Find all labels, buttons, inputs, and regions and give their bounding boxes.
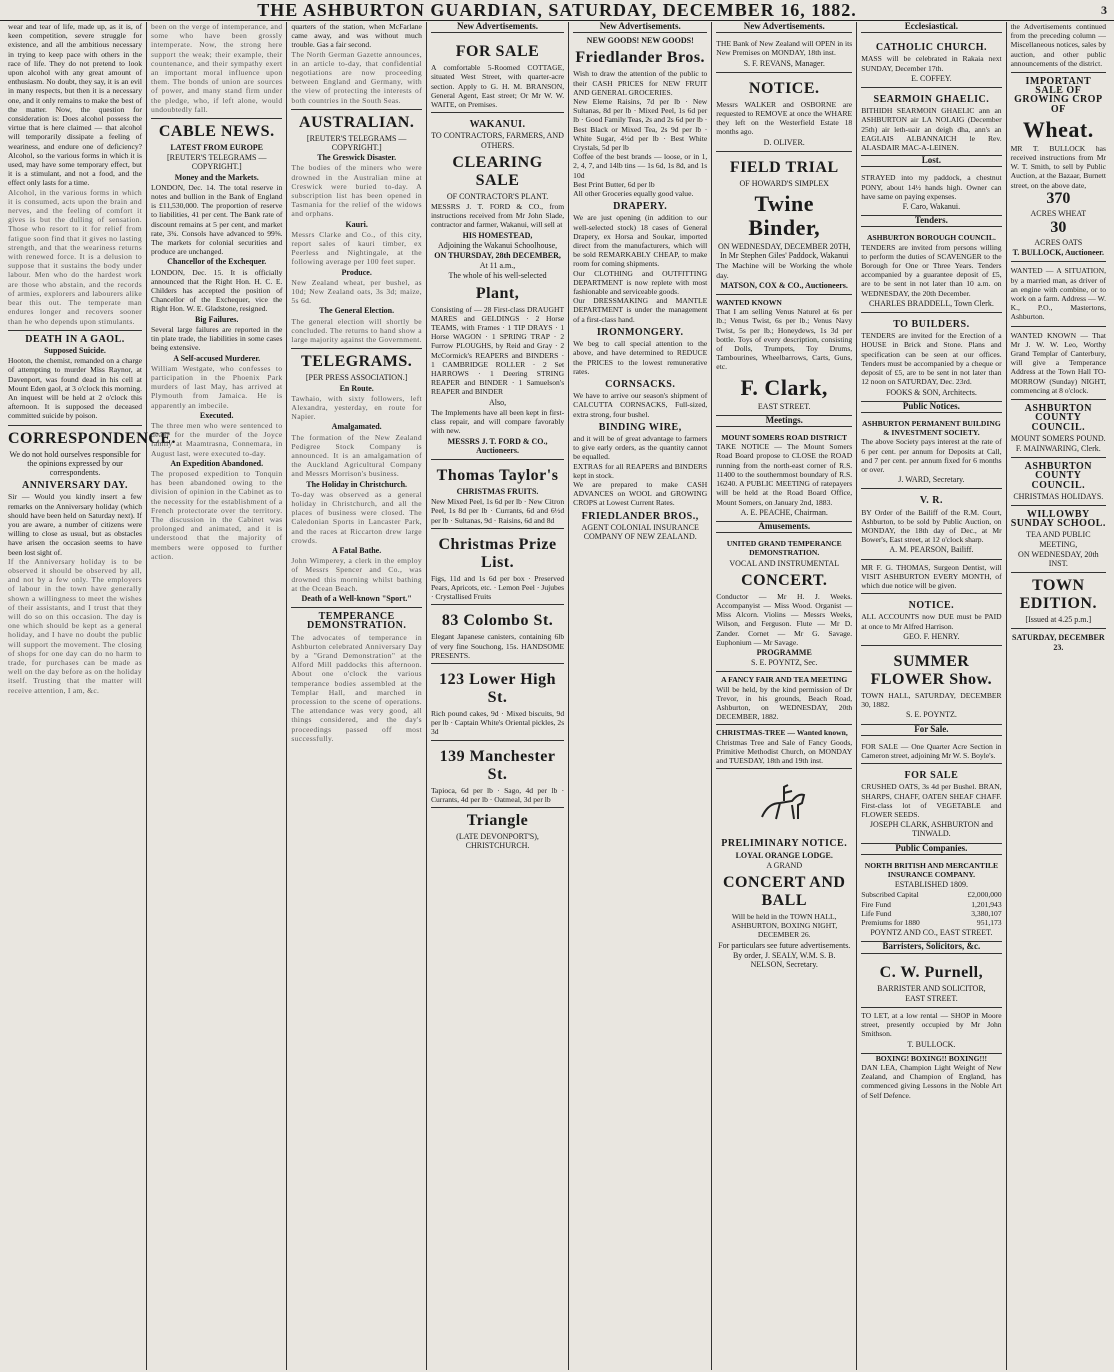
- subheading-holiday: The Holiday in Christchurch.: [306, 479, 408, 489]
- ad-name: CONCERT AND BALL: [723, 873, 846, 909]
- ad-signature: CHARLES BRADDELL, Town Clerk.: [868, 298, 994, 308]
- ad-body: TENDERS are invited for the Erection of a HOUSE in Brick and Stone. Plans and specification can be seen at our offices. Tenders must be accompanied by a cheque or deposit of £5, are to be sent in not later than 12 noon on SATURDAY, Dec. 23rd.: [861, 331, 1002, 387]
- ad-title: Christmas Prize List.: [438, 535, 557, 571]
- ad-place: EAST STREET.: [757, 401, 811, 411]
- willowby-title: WILLOWBY SUNDAY SCHOOL.: [1010, 508, 1106, 530]
- ad-flower-show: [861, 646, 1001, 725]
- capital-value: 951,173: [976, 918, 1002, 928]
- ad-title: MOUNT SOMERS ROAD DISTRICT: [721, 433, 848, 443]
- ad-body: Messrs WALKER and OSBORNE are requested to REMOVE at once the WHARE they left on the Westerfield Estate 18 months ago.: [716, 99, 853, 137]
- auction-body: MR T. BULLOCK has received instructions from Mr W. T. Smith, to sell by Public Auction, at the Bazaar, Burnett street, on the above date,: [1010, 143, 1107, 190]
- ad-body: MESSRS J. T. FORD & CO., from instructions received from Mr John Slade, contractor and farmer, Wakanui, will sell at: [430, 202, 565, 230]
- ad-body: THE Bank of New Zealand will OPEN in its New Premises on MONDAY, 18th inst.: [716, 39, 853, 58]
- ad-agent: AGENT COLONIAL INSURANCE COMPANY OF NEW ZEALAND.: [581, 522, 699, 541]
- council2-title: ASHBURTON COUNTY COUNCIL.: [1024, 461, 1092, 491]
- ad-accounts-notice: [861, 594, 1001, 646]
- ad-title: CLEARING SALE: [452, 153, 543, 189]
- ad-body: TAKE NOTICE — The Mount Somers Road Board propose to CLOSE the ROAD running from the north-east corner of R.S. 11400 to the southernmost boundary of R.S. 16240. A PUBLIC MEETING of ratepayers will be held at the Road Board Office, Mount Somers, on January 2nd, 1883.: [716, 442, 853, 507]
- ad-body: New Mixed Peel, 1s 6d per lb · New Citron Peel, 1s 8d per lb · Currants, 6d and 6½d per lb · Sultanas, 9d · Raisins, 6d and 8d: [430, 497, 565, 525]
- ad-to-let: [861, 1008, 1001, 1054]
- ad-title: FIELD TRIAL: [729, 158, 839, 176]
- ad-body: Christmas Tree and Sale of Fancy Goods, Primitive Methodist Church, on MONDAY and TUESDAY, 18th and 19th inst.: [716, 737, 853, 765]
- council2-subtitle: CHRISTMAS HOLIDAYS.: [1013, 491, 1104, 501]
- press-association-note: [PER PRESS ASSOCIATION.]: [305, 373, 408, 383]
- council-subtitle: MOUNT SOMERS POUND.: [1010, 433, 1106, 443]
- column-1: [4, 22, 176, 1370]
- ad-body: TOWN HALL, SATURDAY, DECEMBER 30, 1882.: [861, 690, 1002, 710]
- section-header-barristers: Barristers, Solicitors, &c.: [861, 942, 1001, 953]
- ad-signature: GEO. F. HENRY.: [903, 631, 960, 641]
- section-header-notices: Public Notices.: [861, 402, 1001, 413]
- council-title: ASHBURTON COUNTY COUNCIL.: [1024, 403, 1092, 433]
- ad-footer: For particulars see future advertisements.: [718, 940, 851, 950]
- subheading-money: Money and the Markets.: [174, 172, 259, 182]
- ad-body: STRAYED into my paddock, a chestnut PONY, about 14½ hands high. Owner can have same on paying expenses.: [861, 173, 1002, 201]
- ad-body: A comfortable 5-Roomed COTTAGE, situated West Street, with quarter-acre section. Apply to G. H. M. BRANSON, General Agent, East street; Or Mr W. W. WAITE, on Premises.: [430, 63, 565, 110]
- ad-gaelic-sermon: [861, 88, 1001, 156]
- ad-body: CRUSHED OATS, 3s 4d per Bushel. BRAN, SHARPS, CHAFF, OATEN SHEAF CHAFF. First-class lot of VEGETABLE and FLOWER SEEDS.: [861, 782, 1002, 819]
- ad-boxing: [861, 1054, 1001, 1100]
- ad-catholic-church: [861, 36, 1001, 88]
- ad-title: SUMMER FLOWER Show.: [870, 652, 993, 688]
- ad-body: BY Order of the Bailiff of the R.M. Court, Ashburton, to be sold by Public Auction, on MONDAY, the 18th day of Dec., at Mr Bower's, East street, at 12 o'clock sharp.: [861, 507, 1002, 545]
- holiday-article: To-day was observed as a general holiday in Christchurch, and all the places of business were closed. The Caledonian Sports in Lancaster Park, and the races at Riccarton drew large crowds.: [291, 489, 422, 545]
- subheading-europe: LATEST FROM EUROPE: [170, 143, 264, 153]
- ad-bailiff-sale: [861, 489, 1001, 559]
- ad-title: A FANCY FAIR AND TEA MEETING: [721, 675, 848, 685]
- heading-temperance: TEMPERANCE DEMONSTRATION.: [307, 611, 407, 632]
- masthead: [0, 0, 1114, 21]
- heading-anniversary: ANNIVERSARY DAY.: [21, 480, 128, 492]
- creswick-article: The bodies of the miners who were drowned in the Australian mine at Creswick were buried to-day. A subscription list has been opened in Tasmania for the relief of the widows and orphans.: [291, 163, 422, 219]
- ad-title: Thomas Taylor's: [436, 466, 559, 484]
- murderer-article: William Westgate, who confesses to participation in the Phoenix Park murders of last May, has arrived at Plymouth from Jamaica. He is apparently an imbecile.: [151, 363, 283, 410]
- ad-programme: PROGRAMME: [756, 647, 812, 657]
- horse-icon: [754, 773, 814, 833]
- extras-body: EXTRAS for all REAPERS and BINDERS kept in stock.: [573, 461, 708, 480]
- ironmongery-body: We beg to call special attention to the above, and have determined to REDUCE the PRICES to the lowest remunerative rates.: [573, 339, 708, 376]
- ad-title: TO BUILDERS.: [893, 319, 970, 331]
- bathe-article: John Wimperey, a clerk in the employ of Messrs Spencer and Co., was drowned this morning whilst bathing at the Ocean Beach.: [291, 556, 422, 593]
- ad-title: CATHOLIC CHURCH.: [875, 42, 987, 54]
- ad-title: ASHBURTON PERMANENT BUILDING & INVESTMENT SOCIETY.: [862, 418, 1001, 438]
- ad-body: Conductor — Mr H. J. Weeks. Accompanyist — Miss Wood. Organist — Miss Alcorn. Violins — Messrs Weeks, Wilson, and Ferguson. Flute — Mr D. Zander. Cornet — Mr G. Savage. Euphonium — Mr Savage.: [716, 591, 853, 647]
- horse-rider-illustration: [716, 773, 852, 835]
- auction-crop: Wheat.: [1022, 116, 1094, 142]
- ad-name: C. W. Purnell,: [879, 963, 984, 981]
- ad-date: ON WEDNESDAY, DECEMBER 20TH, In Mr Stephen Giles' Paddock, Wakanui: [717, 242, 851, 261]
- ad-manchester-st: [431, 741, 564, 808]
- ad-crushed-oats: [861, 764, 1001, 843]
- auction-signature: T. BULLOCK, Auctioneer.: [1012, 248, 1104, 258]
- ad-christmas-tree: [716, 725, 852, 769]
- willowby-subtitle: TEA AND PUBLIC MEETING,: [1026, 530, 1091, 549]
- subheading-amalgamated: Amalgamated.: [331, 422, 382, 432]
- ad-footer: The Implements have all been kept in first-class repair, and will compare favorably with new.: [430, 407, 565, 436]
- subheading-creswick: The Greswick Disaster.: [317, 153, 397, 163]
- ad-fancy-fair: [716, 672, 852, 725]
- ad-place: WAKANUI.: [469, 119, 526, 131]
- capital-table: [861, 890, 1001, 927]
- correspondence-note: We do not hold ourselves responsible for the opinions expressed by our correspondents.: [9, 449, 141, 477]
- ad-body: MASS will be celebrated in Rakaia next SUNDAY, December 17th.: [861, 54, 1002, 73]
- section-header-meetings: Meetings.: [716, 416, 852, 427]
- ad-subtitle: OF CONTRACTOR'S PLANT.: [446, 191, 549, 201]
- ad-body: Wish to draw the attention of the public to their CASH PRICES for NEW FRUIT AND GENERAL GROCERIES.: [573, 69, 708, 97]
- column-8: [1007, 22, 1110, 1370]
- ad-body: BITHIDH SEARMOIN GHAELIC ann an ASHBURTON air LA NOLAIG (December 25th) air leth-uair an deigh dha, ann's an EAGLAIS ALBANNAICH le Rev. ALASDAIR MAC-A-LEINEN.: [861, 106, 1002, 153]
- ad-signature: FRIEDLANDER BROS.,: [581, 510, 699, 522]
- heading-death-in-gaol: DEATH IN A GAOL.: [25, 333, 125, 345]
- ad-signature: D. OLIVER.: [763, 137, 805, 147]
- ad-triangle: [431, 812, 564, 850]
- produce-article: New Zealand wheat, per bushel, as 10d; New Zealand oats, 3s 3d; maize, 5s 6d.: [291, 277, 422, 306]
- ad-signature: A. M. PEARSON, Bailiff.: [889, 545, 974, 555]
- ad-signature: A. E. PEACHE, Chairman.: [740, 507, 828, 517]
- clothing-body: Our CLOTHING and OUTFITTING DEPARTMENT is now replete with most fashionable and serviceable goods.: [573, 268, 708, 297]
- ad-title: 139 Manchester St.: [439, 747, 556, 783]
- ad-butter: Best Print Butter, 6d per lb: [573, 179, 655, 189]
- ad-price-list: New Eleme Raisins, 7d per lb · New Sultanas, 8d per lb · Mixed Peel, 1s 6d per lb · Good Family Teas, 2s and 2s 6d per lb · Best Black or Mixed Tea, 2s 9d per lb · White Sugar, 4½d per lb · Best White Crystals, 5d per lb: [573, 97, 708, 153]
- executed-article: The three men who were sentenced to death for the murder of the Joyce family at Maamtrasna, Connemara, in August last, were executed to-day.: [151, 420, 283, 458]
- ad-signature: FOOKS & SON, Architects.: [885, 387, 977, 397]
- column-2: [147, 22, 287, 1370]
- ad-subtitle: OF HOWARD'S SIMPLEX: [739, 178, 829, 188]
- ad-title: NOTICE.: [908, 600, 955, 612]
- ad-body: BARRISTER AND SOLICITOR,: [877, 983, 986, 993]
- section-header-amusements: Amusements.: [716, 522, 852, 533]
- ad-body: Tapioca, 6d per lb · Sago, 4d per lb · Currants, 4d per lb · Oatmeal, 3d per lb: [430, 785, 565, 804]
- ad-body: ALL ACCOUNTS now DUE must be PAID at once to Mr Alfred Harrison.: [861, 612, 1002, 631]
- ad-clearing-sale: [431, 113, 564, 460]
- subheading-en-route: En Route.: [339, 383, 374, 393]
- town-edition-time: [Issued at 4.25 p.m.]: [1025, 615, 1092, 625]
- column-3: [287, 22, 427, 1370]
- capital-row: [861, 918, 1001, 927]
- ad-body: The above Society pays interest at the rate of 6 per cent. per annum for Deposits at Call, and 7 per cent. per annum fixed for 6 months or over.: [861, 437, 1002, 474]
- capital-value: 1,201,943: [971, 899, 1002, 909]
- ad-place: HIS HOMESTEAD,: [462, 230, 533, 240]
- ad-date: ON THURSDAY, 28th DECEMBER,: [434, 251, 561, 261]
- ad-body: Figs, 11d and 1s 6d per box · Preserved Pears, Apricots, etc. · Lemon Peel · Jujubes · Crystallised Fruits: [430, 573, 565, 602]
- kauri-article: Messrs Clarke and Co., of this city, report sales of kauri timber, ex Peerless and Nightingale, at the following average per 100 feet super.: [291, 229, 422, 267]
- drapery-body: We are just opening (in addition to our well-selected stock) 18 cases of General Drapery, ex Horsa and Soukar, imported direct from the manufacturers, which will be sold REMARKABLY CHEAP, to make room for coming shipments.: [573, 213, 708, 269]
- capital-row: [861, 900, 1001, 909]
- ad-title: BOXING! BOXING!! BOXING!!!: [875, 1053, 988, 1063]
- ad-name: Twine Binder,: [748, 191, 821, 241]
- auction-title: IMPORTANT SALE OF GROWING CROP OF: [1014, 76, 1103, 115]
- capital-row: [861, 909, 1001, 918]
- capital-value: £2,000,000: [967, 890, 1002, 900]
- column-body: the Advertisements continued from the preceding column — Miscellaneous notices, sales by auction, and other public announcements of the district.: [1010, 22, 1107, 68]
- ad-title: NEW GOODS! NEW GOODS!: [586, 36, 694, 46]
- article-top: been on the verge of intemperance, and some who have been grossly intemperate. Now, the strong here support the weak; their example, their countenance, and their sympathy exert an important moral influence upon them. The bonds of union are sources of power, and many stand firm under the pledge, who, if left alone, would undoubtedly fall.: [151, 22, 283, 114]
- ad-prize-list: [431, 529, 564, 606]
- ad-name: CONCERT.: [741, 571, 828, 589]
- ad-orange-lodge: [716, 773, 852, 969]
- ad-name: F. Clark,: [740, 374, 828, 400]
- anniversary-letter: Sir — Would you kindly insert a few remarks on the Anniversary holiday (which should have been held on Saturday next). If you are aware, a number of citizens were willing to close as usual, but as obstacles have arisen the occasion seems to have been lost sight of.: [8, 492, 142, 557]
- ad-title: ASHBURTON BOROUGH COUNCIL.: [866, 233, 996, 243]
- column-5: [569, 22, 712, 1370]
- ad-title: WANTED KNOWN: [716, 298, 782, 308]
- ad-time: At 11 a.m.,: [479, 261, 516, 271]
- subheading-suicide: Supposed Suicide.: [44, 345, 106, 355]
- ad-place-note: Adjoining the Wakanui Schoolhouse,: [437, 240, 558, 250]
- ad-borough-council: [861, 230, 1001, 313]
- failures-article: Several large failures are reported in the tin plate trade, the liabilities in some cases being extensive.: [151, 324, 283, 353]
- section-header-companies: Public Companies.: [861, 844, 1001, 855]
- ad-subtitle: (LATE DEVONPORT'S), CHRISTCHURCH.: [456, 831, 539, 851]
- en-route-article: Tawhaio, with sixty followers, left Alexandra, yesterday, en route for Napier.: [291, 393, 422, 422]
- ad-name: Friedlander Bros.: [575, 49, 706, 67]
- ad-plant: Plant,: [475, 284, 520, 302]
- ad-signature: By order, J. SEALY, W.M. S. B. NELSON, Secretary.: [732, 950, 836, 969]
- ad-audience: TO CONTRACTORS, FARMERS, AND OTHERS.: [431, 131, 564, 150]
- sale-date: SATURDAY, DECEMBER 23.: [1012, 633, 1105, 652]
- subheading-murderer: A Self-accused Murderer.: [173, 353, 261, 363]
- masthead-title: THE ASHBURTON GUARDIAN, SATURDAY, DECEMBER 16, 1882.: [257, 0, 857, 20]
- ad-signature: JOSEPH CLARK, ASHBURTON and TINWALD.: [869, 820, 993, 839]
- willowby-date: ON WEDNESDAY, 20th INST.: [1018, 549, 1099, 568]
- column-7: [857, 22, 1006, 1370]
- capital-label: Fire Fund: [861, 899, 891, 909]
- binding-wire-body: and it will be of great advantage to farmers to give early orders, as the quantity cannot be equalled.: [573, 433, 708, 462]
- ad-bank-nz: [716, 36, 852, 73]
- ad-established: ESTABLISHED 1809.: [894, 880, 968, 890]
- ad-insurance: [861, 858, 1001, 943]
- heading-correspondence: CORRESPONDENCE.: [8, 429, 176, 447]
- columns: [4, 22, 1110, 1370]
- acres-oats-label: ACRES OATS: [1034, 238, 1083, 248]
- ad-body: Elegant Japanese canisters, containing 6lb of very fine Souchong, 15s. HANDSOME PRESENTS.: [430, 632, 565, 660]
- subheading-kauri: Kauri.: [345, 219, 368, 229]
- subheading-death-sport: Death of a Well-known "Sport.": [301, 593, 412, 603]
- copyright-note: [REUTER'S TELEGRAMS — COPYRIGHT.]: [306, 133, 407, 153]
- ironmongery-heading: IRONMONGERY.: [596, 326, 684, 338]
- section-header-lost: Lost.: [861, 156, 1001, 167]
- ad-colombo-st: [431, 605, 564, 664]
- ad-title: FOR SALE: [904, 770, 959, 782]
- ad-body: Will be held, by the kind permission of Dr Trevor, in his grounds, Beach Road, Ashburton, on WEDNESDAY, 20th DECEMBER, 1882.: [716, 684, 853, 722]
- ad-body: Rich pound cakes, 9d · Mixed biscuits, 9d per lb · Captain White's Oriental pickles, 2s 3d: [430, 708, 565, 737]
- capital-value: 3,380,107: [971, 908, 1002, 918]
- section-header: New Advertisements.: [573, 22, 707, 33]
- binding-wire-heading: BINDING WIRE,: [598, 421, 682, 433]
- acres-wheat-label: ACRES WHEAT: [1030, 208, 1087, 218]
- ad-to-builders: [861, 313, 1001, 402]
- temperance-article: The advocates of temperance in Ashburton celebrated Anniversary Day by a "Grand Demonstration" at the Alford Mill paddocks this afternoon. About one o'clock the various temperance bodies assembled at the Templar Hall, and marched in procession to the scene of operations. The attendance was very good, all things considered, and the day's proceedings passed off most successfully.: [291, 632, 422, 743]
- ad-title: CHRISTMAS-TREE — Wanted known,: [716, 728, 848, 738]
- section-header: New Advertisements.: [716, 22, 852, 33]
- capital-label: Life Fund: [861, 908, 892, 918]
- ad-title: NORTH BRITISH AND MERCANTILE INSURANCE COMPANY.: [864, 860, 999, 880]
- article-top: quarters of the station, when McFarlane came away, and was without much trouble. Gas a fair second.: [291, 22, 422, 50]
- wanted-known: WANTED KNOWN — That Mr J. W. W. Leo, Worthy Grand Templar of Canterbury, will give a Temperance Address at the Town Hall TO-MORROW (Sunday) NIGHT, commencing at 8 o'clock.: [1010, 330, 1107, 395]
- sport-article: The North German Gazette announces, in an article to-day, that confidential negotiations are now proceeding between England and Germany, with the view of protecting the interests of both countries in the South Seas.: [291, 49, 422, 105]
- ad-body: The Machine will be Working the whole day.: [716, 261, 853, 280]
- ad-body: TENDERS are invited from persons willing to perform the duties of SCAVENGER to the Borough for One or Three Years. Tenders accompanied by a guarantee deposit of £5, are to be sent in not later than 10 a.m. on WEDNESDAY, the 20th December.: [861, 242, 1002, 298]
- subheading-failures: Big Failures.: [195, 314, 239, 324]
- ad-signature: MESSRS J. T. FORD & CO., Auctioneers.: [447, 436, 548, 455]
- ad-title: Triangle: [466, 811, 529, 829]
- ad-signature: POYNTZ AND CO., EAST STREET.: [870, 928, 993, 938]
- heading-australian: AUSTRALIAN.: [299, 113, 415, 131]
- ad-intro: The whole of his well-selected: [448, 271, 547, 281]
- subheading-election: The General Election.: [319, 306, 395, 316]
- expedition-article: The proposed expedition to Tonquin has been abandoned owing to the division of opinion in the Cabinet as to the necessity for the establishment of a French protectorate over the territory. The discussion in the Cabinet was prolonged and animated, and it is understood that the majority of members were opposed to further action.: [151, 468, 283, 561]
- ad-christmas-fruits: [431, 460, 564, 529]
- capital-row: [861, 890, 1001, 899]
- ad-title: NOTICE.: [748, 79, 820, 97]
- ad-quarter-acre: [861, 739, 1001, 764]
- ad-signature: E. COFFEY.: [911, 73, 952, 83]
- ad-subtitle: CHRISTMAS FRUITS.: [456, 486, 539, 496]
- ad-other: All other Groceries equally good value.: [573, 189, 694, 199]
- ad-signature: MATSON, COX & CO., Auctioneers.: [720, 280, 848, 290]
- section-header-tenders: Tenders.: [861, 216, 1001, 227]
- section-header-sale: For Sale.: [861, 725, 1001, 736]
- death-article: Hooton, the chemist, remanded on a charge of attempting to murder Miss Raynor, at Davenport, was found dead in his cell at Mount Eden gaol, at 3 o'clock this morning. An inquest will be held at 2 o'clock this afternoon. It is supposed the deceased committed suicide by poison.: [8, 356, 142, 421]
- cornsacks-body: We have to arrive our season's shipment of CALCUTTA CORNSACKS, Full-sized, extra strong, four bushel.: [573, 391, 708, 419]
- ad-also: Also,: [488, 397, 507, 407]
- page-number: 3: [1101, 3, 1108, 17]
- copyright-note: [REUTER'S TELEGRAMS — COPYRIGHT.]: [166, 153, 267, 172]
- column-6: [712, 22, 857, 1370]
- ad-title: UNITED GRAND TEMPERANCE DEMONSTRATION.: [726, 539, 842, 558]
- capital-label: Subscribed Capital: [861, 890, 919, 900]
- ad-body: Will be held in the TOWN HALL, ASHBURTON, BOXING NIGHT, DECEMBER 26.: [731, 911, 838, 940]
- ad-strayed-pony: [861, 170, 1001, 216]
- town-edition-title: TOWN EDITION.: [1019, 577, 1097, 613]
- capital-label: Premiums for 1880: [861, 918, 920, 928]
- advances-body: We are prepared to make CASH ADVANCES on WOOL and GROWING CROPS at Lowest Current Rates.: [573, 479, 708, 508]
- ad-title: SEARMOIN GHAELIC.: [873, 94, 990, 106]
- ad-title: V. R.: [919, 495, 943, 507]
- ad-title: PRELIMINARY NOTICE.: [721, 838, 848, 850]
- ad-purnell: [861, 957, 1001, 1008]
- ad-road-district: [716, 430, 852, 522]
- ad-signature: S. E. POYNTZ, Sec.: [751, 658, 818, 668]
- ad-grand: A GRAND: [766, 860, 803, 870]
- ad-cottage-for-sale: [431, 36, 564, 113]
- chancellor-article: LONDON, Dec. 15. It is officially announced that the Right Hon. H. C. E. Childers has accepted the position of Chancellor of the Exchequer, vice the Right Hon. W. E. Gladstone, resigned.: [151, 267, 283, 314]
- article-continuation: Alcohol, in the various forms in which it is consumed, acts upon the brain and nerves, and the feeling of comfort it gives is but the dulling of sensation. Those who resort to it for relief from fatigue soon find that it gives no lasting strength, and that the weariness returns with renewed force. It is a delusion to suppose that it sustains the body under labour. Men who do the hardest work are those who abstain, and the records of armies, explorers and labourers alike bear this out. The temperate man endures longer and recovers sooner than he who depends upon stimulants.: [8, 187, 142, 326]
- council-signature: F. MAINWARING, Clerk.: [1015, 443, 1101, 453]
- ad-place: EAST STREET.: [905, 993, 958, 1003]
- letter-continuation: If the Anniversary holiday is to be observed it should be observed by all, and not by a few only. The employers of labour in the town have generally shown a willingness to meet the wishes of their assistants, and I trust that they will do so on this occasion. The day is one which should be kept as a general holiday, and I have no doubt the public will support the movement. The closing of shops for one day can do no harm to trade, for purchases can be made as well on the day before as on the holiday itself. Trusting that the matter will receive attention, I am, &c.: [8, 556, 142, 695]
- ad-dentist: [861, 560, 1001, 595]
- ad-title: 83 Colombo St.: [441, 612, 554, 630]
- ad-lower-high-st: [431, 664, 564, 741]
- ad-subtitle: VOCAL AND INSTRUMENTAL: [729, 558, 840, 568]
- ad-title: FOR SALE: [455, 43, 540, 61]
- ad-coffee: Coffee of the best brands — loose, or in 1, 2, 4, 7, and 14lb tins — 1s 6d, 1s 8d, and 1s 10d: [573, 152, 708, 180]
- wanted-situation: WANTED — A SITUATION, by a married man, as driver of an engine with combine, or to work on a farm. Address — W. K., P.O., Mastertons, Ashburton.: [1010, 266, 1107, 322]
- acres-oats-count: 30: [1050, 219, 1067, 237]
- ad-body: MR F. G. THOMAS, Surgeon Dentist, will VISIT ASHBURTON EVERY MONTH, of which due notice will be given.: [861, 562, 1002, 590]
- heading-telegrams: TELEGRAMS.: [301, 353, 413, 371]
- money-article: LONDON, Dec. 14. The total reserve in notes and bullion in the Bank of England is £11,530,000. The proportion of reserve to liabilities, 41 per cent. The Bank rate of discount remains at 5 per cent, and market rate, 3¾. Consols have advanced to 99⅝. The markets for colonial securities and produce are unchanged.: [151, 182, 283, 257]
- acres-wheat-count: 370: [1046, 189, 1071, 207]
- ad-subtitle: LOYAL ORANGE LODGE.: [735, 850, 833, 860]
- ad-wanted-known: [716, 295, 852, 416]
- ad-temperance-concert: [716, 536, 852, 672]
- ad-building-society: [861, 416, 1001, 489]
- subheading-produce: Produce.: [341, 267, 372, 277]
- section-header: Ecclesiastical.: [861, 22, 1001, 33]
- election-article: The general election will shortly be concluded. The returns to hand show a large majority against the Government.: [291, 316, 422, 345]
- ad-title: 123 Lower High St.: [439, 670, 557, 706]
- amalgamated-article: The formation of the New Zealand Pedigree Stock Company is announced. It is an amalgamation of the Auckland Agricultural Company and Messrs Morrison's business.: [291, 432, 422, 479]
- ad-signature: J. WARD, Secretary.: [898, 475, 965, 485]
- ad-notice-whare: [716, 73, 852, 152]
- column-4: [427, 22, 569, 1370]
- subheading-expedition: An Expedition Abandoned.: [170, 458, 264, 468]
- section-header: New Advertisements.: [431, 22, 564, 33]
- drapery-heading: DRAPERY.: [613, 201, 668, 213]
- ad-body: TO LET, at a low rental — SHOP in Moore street, presently occupied by Mr John Smithson.: [861, 1011, 1002, 1039]
- ad-body: That I am selling Venus Naturel at 6s per lb.; Venus Twist, 6s per lb.; Venus Navy Twist, 5s per lb.; Honeydews, 1s 3d per bottle. Toys of every description, consisting of Dolls, Trumpets, Toy Drums, Tambourines, Wheelbarrows, Carts, Guns, etc.: [716, 307, 853, 372]
- cornsacks-heading: CORNSACKS.: [605, 378, 676, 390]
- ad-signature: F. Caro, Wakanui.: [902, 202, 961, 212]
- ad-field-trial: [716, 152, 852, 295]
- ad-signature: S. E. POYNTZ.: [905, 710, 957, 720]
- dressmaking-body: Our DRESSMAKING and MANTLE DEPARTMENT is under the management of a first-class hand.: [573, 296, 708, 324]
- heading-cable-news: CABLE NEWS.: [158, 123, 275, 141]
- subheading-executed: Executed.: [199, 410, 234, 420]
- subheading-fatal-bathe: A Fatal Bathe.: [332, 545, 382, 555]
- ad-body: DAN LEA, Champion Light Weight of New Zealand, and Champion of England, has commenced giving Lessons in the Noble Art of Self Defence.: [861, 1063, 1002, 1100]
- ad-signature: T. BULLOCK.: [907, 1039, 956, 1049]
- ad-body: FOR SALE — One Quarter Acre Section in Cameron street, adjoining Mr W. S. Boyle's.: [861, 741, 1002, 760]
- ad-list: Consisting of — 28 First-class DRAUGHT MARES and GELDINGS · 2 Horse TEAMS, with Frames · 1 TIP DRAYS · 1 Horse WAGON · 1 SPRING TRAP · 2 Furrow PLOUGHS, by Reid and Gray · 2 McCormick's REAPERS and BINDERS · 1 CAMBRIDGE ROLLER · 2 Set HARROWS · 1 Deering STRING REAPER and BINDER · 1 Samuelson's REAPER and BINDER: [430, 304, 565, 397]
- article-body: wear and tear of life, made up, as it is, of keen competition, severe struggle for existence, and all the ambitious necessary in trying to keep pace with others in the race of life. They do not pretend to look upon alcohol with any great amount of enthusiasm. No doubt, they say, it is an evil in many respects, but then it is a necessary one, and it only remains to make the best of the matter. Now, the question for consideration is: Does alcohol possess the virtue that is here claimed — that alcohol will temporarily dissipate a feeling of weariness, and endure one of deficiency? Alcohol, so the various forms in which it is used, may have some temporary effect, but it is a stimulant, and not a food, and the effect only lasts for a time.: [8, 22, 142, 188]
- ad-signature: S. F. REVANS, Manager.: [743, 58, 825, 68]
- subheading-chancellor: Chancellor of the Exchequer.: [167, 257, 267, 267]
